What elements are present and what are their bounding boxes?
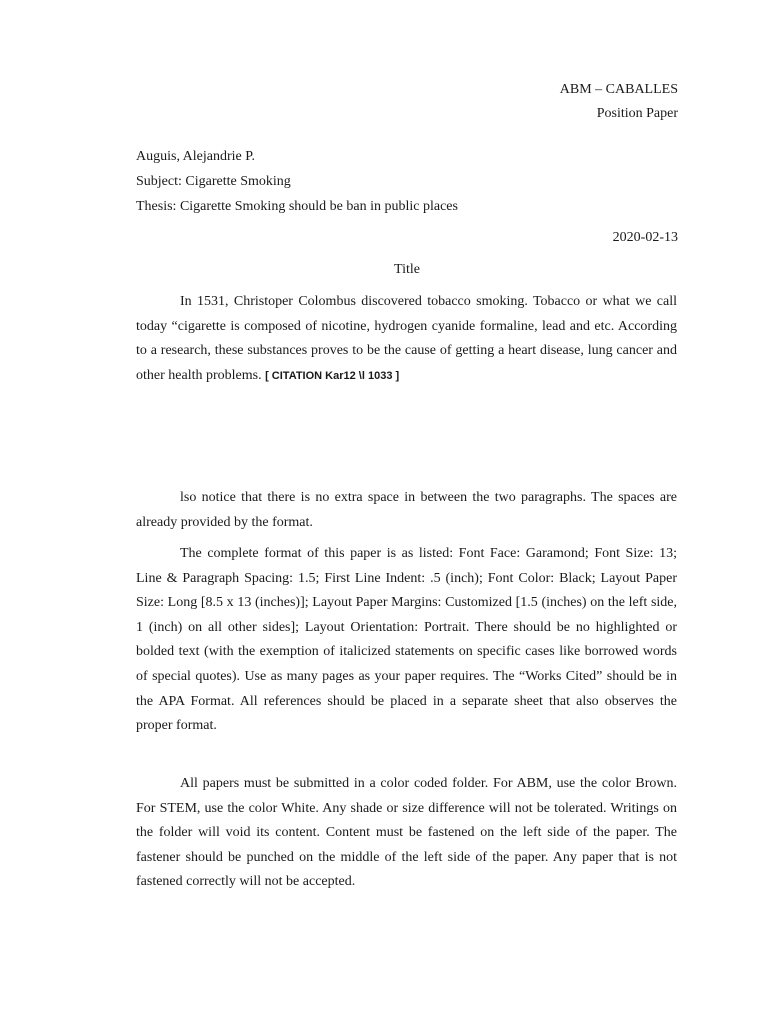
author-name: Auguis, Alejandrie P. bbox=[136, 149, 255, 164]
citation-field: [ CITATION Kar12 \l 1033 ] bbox=[265, 369, 400, 382]
header-section: ABM – CABALLES bbox=[559, 82, 678, 97]
header-block bbox=[560, 78, 678, 126]
subject-line: Subject: Cigarette Smoking bbox=[136, 174, 291, 189]
paragraph-intro bbox=[136, 290, 677, 388]
paragraph-spacing-note: lso notice that there is no extra space in between the two paragraphs. The spaces are already provided by the format. bbox=[136, 490, 677, 530]
paragraph-submission: All papers must be submitted in a color coded folder. For ABM, use the color Brown. For STEM, use the color White. Any shade or size difference will not be tolerated. Writings on the folder will void its content. Content must be fastened on the left side of the paper. The fastener should be punched on the middle of the left side of the paper. Any paper that is not fastened correctly will not be accepted. bbox=[136, 776, 677, 890]
document-date: 2020-02-13 bbox=[612, 230, 678, 245]
header-doc-type: Position Paper bbox=[596, 106, 678, 121]
paragraph-intro-text: In 1531, Christoper Colombus discovered tobacco smoking. Tobacco or what we call today “cigarette is composed of nicotine, hydrogen cyanide formaline, lead and etc. According to a research, these substances proves to be the cause of getting a heart disease, lung cancer and other health problems. bbox=[136, 294, 677, 383]
thesis-line: Thesis: Cigarette Smoking should be ban in public places bbox=[136, 199, 458, 214]
paragraph-format: The complete format of this paper is as listed: Font Face: Garamond; Font Size: 13; Line & Paragraph Spacing: 1.5; First Line Indent: .5 (inch); Font Color: Black; Layout Paper Size: Long [8.5 x 13 (inches)]; Layout Paper Margins: Customized [1.5 (inches) on the left side, 1 (inch) on all other sides]; Layout Orientation: Portrait. There should be no highlighted or bolded text (with the exemption of italicized statements on specific cases like borrowed words of special quotes). Use as many pages as your paper requires. The “Works Cited” should be in the APA Format. All references should be placed in a separate sheet that also observes the proper format. bbox=[136, 546, 677, 734]
meta-block bbox=[136, 144, 458, 219]
document-title: Title bbox=[394, 262, 420, 277]
